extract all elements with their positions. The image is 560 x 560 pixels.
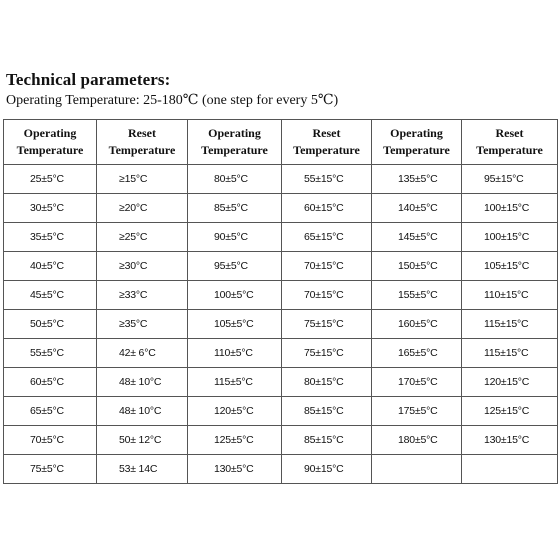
reset-temperature-cell: ≥35°C xyxy=(97,310,188,339)
reset-temperature-cell: 90±15°C xyxy=(282,455,372,484)
operating-temperature-cell: 100±5°C xyxy=(188,281,282,310)
operating-temperature-cell: 80±5°C xyxy=(188,165,282,194)
operating-temperature-note: Operating Temperature: 25-180℃ (one step for every 5℃) xyxy=(6,93,339,108)
header-label-line: Operating xyxy=(23,126,77,140)
operating-temperature-cell: 65±5°C xyxy=(4,397,97,426)
reset-temperature-cell: ≥25°C xyxy=(97,223,188,252)
operating-temperature-cell: 145±5°C xyxy=(372,223,462,252)
table-row xyxy=(4,339,558,368)
reset-temperature-cell: 115±15°C xyxy=(462,310,558,339)
operating-temperature-cell: 50±5°C xyxy=(4,310,97,339)
operating-temperature-cell: 160±5°C xyxy=(372,310,462,339)
header-label-line: Temperature xyxy=(383,143,450,157)
operating-temperature-cell: 175±5°C xyxy=(372,397,462,426)
reset-temperature-cell: 100±15°C xyxy=(462,194,558,223)
operating-temperature-cell: 130±5°C xyxy=(188,455,282,484)
header-label-line: Temperature xyxy=(16,143,84,157)
temperature-parameters-table xyxy=(3,119,558,484)
table-header xyxy=(4,120,558,165)
reset-temperature-cell: ≥15°C xyxy=(97,165,188,194)
table-row xyxy=(4,455,558,484)
reset-temperature-cell: 50± 12°C xyxy=(97,426,188,455)
reset-temperature-cell: 48± 10°C xyxy=(97,397,188,426)
reset-temperature-cell: 125±15°C xyxy=(462,397,558,426)
table-row xyxy=(4,223,558,252)
operating-temperature-cell: 105±5°C xyxy=(188,310,282,339)
reset-temperature-cell: 100±15°C xyxy=(462,223,558,252)
document-title: Technical parameters: xyxy=(6,70,171,89)
table-header-row xyxy=(4,120,558,165)
operating-temperature-cell: 75±5°C xyxy=(4,455,97,484)
reset-temperature-cell: 85±15°C xyxy=(282,426,372,455)
reset-temperature-cell: ≥20°C xyxy=(97,194,188,223)
reset-temperature-cell: 70±15°C xyxy=(282,281,372,310)
header-label-line: Temperature xyxy=(108,143,176,157)
operating-temperature-cell: 165±5°C xyxy=(372,339,462,368)
table-row xyxy=(4,426,558,455)
operating-temperature-cell: 150±5°C xyxy=(372,252,462,281)
table-row xyxy=(4,165,558,194)
operating-temperature-cell: 180±5°C xyxy=(372,426,462,455)
operating-temperature-cell: 70±5°C xyxy=(4,426,97,455)
table-row xyxy=(4,252,558,281)
header-label-line: Operating xyxy=(390,126,443,140)
reset-temperature-cell: 60±15°C xyxy=(282,194,372,223)
reset-temperature-cell: 105±15°C xyxy=(462,252,558,281)
operating-temperature-cell: 95±5°C xyxy=(188,252,282,281)
operating-temperature-cell: 125±5°C xyxy=(188,426,282,455)
reset-temperature-cell: 53± 14C xyxy=(97,455,188,484)
header-label-line: Reset xyxy=(128,126,156,140)
reset-temperature-cell: 55±15°C xyxy=(282,165,372,194)
reset-temperature-cell: 70±15°C xyxy=(282,252,372,281)
operating-temperature-cell: 140±5°C xyxy=(372,194,462,223)
header-operating-temperature xyxy=(4,120,97,165)
operating-temperature-cell: 155±5°C xyxy=(372,281,462,310)
header-operating-temperature xyxy=(188,120,282,165)
reset-temperature-cell: 65±15°C xyxy=(282,223,372,252)
operating-temperature-cell: 40±5°C xyxy=(4,252,97,281)
reset-temperature-cell: 75±15°C xyxy=(282,339,372,368)
reset-temperature-cell: 95±15°C xyxy=(462,165,558,194)
table-body xyxy=(4,165,558,484)
header-label-line: Reset xyxy=(495,126,524,140)
operating-temperature-cell: 110±5°C xyxy=(188,339,282,368)
operating-temperature-cell: 55±5°C xyxy=(4,339,97,368)
reset-temperature-cell: 120±15°C xyxy=(462,368,558,397)
reset-temperature-cell: 115±15°C xyxy=(462,339,558,368)
operating-temperature-cell: 30±5°C xyxy=(4,194,97,223)
reset-temperature-cell: 80±15°C xyxy=(282,368,372,397)
operating-temperature-cell: 60±5°C xyxy=(4,368,97,397)
empty-cell xyxy=(372,455,462,484)
operating-temperature-cell: 35±5°C xyxy=(4,223,97,252)
reset-temperature-cell: 110±15°C xyxy=(462,281,558,310)
operating-temperature-cell: 120±5°C xyxy=(188,397,282,426)
reset-temperature-cell: 130±15°C xyxy=(462,426,558,455)
table-row xyxy=(4,368,558,397)
operating-temperature-cell: 135±5°C xyxy=(372,165,462,194)
header-label-line: Temperature xyxy=(201,143,268,157)
header-label-line: Temperature xyxy=(293,143,360,157)
header-reset-temperature xyxy=(97,120,188,165)
empty-cell xyxy=(462,455,558,484)
operating-temperature-cell: 85±5°C xyxy=(188,194,282,223)
header-label-line: Operating xyxy=(208,126,261,140)
reset-temperature-cell: 85±15°C xyxy=(282,397,372,426)
operating-temperature-cell: 25±5°C xyxy=(4,165,97,194)
operating-temperature-cell: 45±5°C xyxy=(4,281,97,310)
table-row xyxy=(4,310,558,339)
reset-temperature-cell: ≥33°C xyxy=(97,281,188,310)
table-row xyxy=(4,397,558,426)
reset-temperature-cell: 75±15°C xyxy=(282,310,372,339)
header-label-line: Reset xyxy=(312,126,341,140)
table-row xyxy=(4,194,558,223)
header-operating-temperature xyxy=(372,120,462,165)
operating-temperature-cell: 170±5°C xyxy=(372,368,462,397)
reset-temperature-cell: ≥30°C xyxy=(97,252,188,281)
table-row xyxy=(4,281,558,310)
operating-temperature-cell: 90±5°C xyxy=(188,223,282,252)
reset-temperature-cell: 42± 6°C xyxy=(97,339,188,368)
header-reset-temperature xyxy=(282,120,372,165)
header-reset-temperature xyxy=(462,120,558,165)
header-label-line: Temperature xyxy=(476,143,543,157)
reset-temperature-cell: 48± 10°C xyxy=(97,368,188,397)
operating-temperature-cell: 115±5°C xyxy=(188,368,282,397)
